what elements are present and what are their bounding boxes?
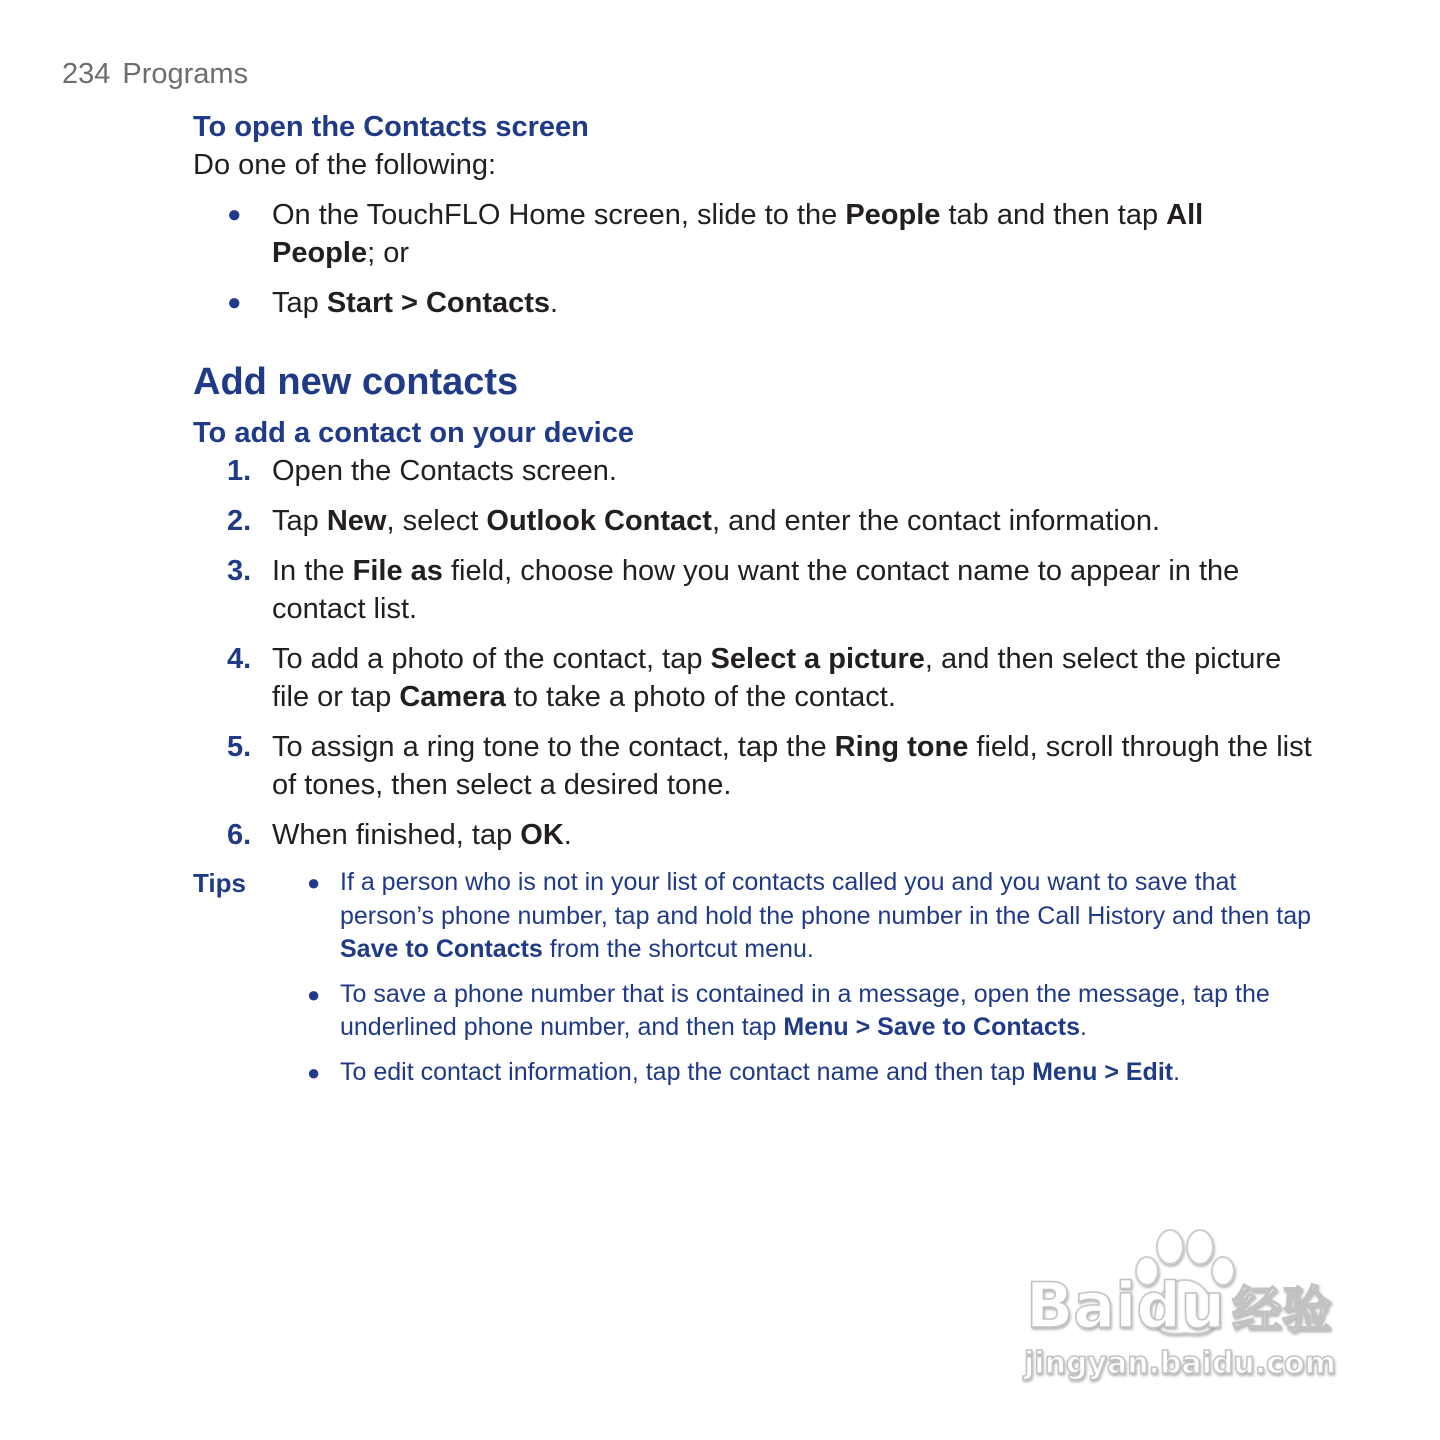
step-item: 2. Tap New, select Outlook Contact, and enter the contact information. — [193, 502, 1313, 540]
add-contact-heading: To add a contact on your device — [193, 417, 634, 449]
step-item: 4. To add a photo of the contact, tap Select a picture, and then select the picture file or tap Camera to take a photo of the contact. — [193, 640, 1313, 716]
step-item: 3. In the File as field, choose how you want the contact name to appear in the contact list. — [193, 552, 1313, 628]
step-number: 5. — [227, 731, 252, 763]
list-item: ● Tap Start > Contacts. — [193, 284, 1313, 322]
baidu-watermark-logo — [1020, 1225, 1360, 1390]
tips-list — [193, 866, 1313, 1089]
open-contacts-options — [193, 196, 1313, 322]
step-item: 5. To assign a ring tone to the contact, tap the Ring tone field, scroll through the list of tones, then select a desired tone. — [193, 728, 1313, 804]
watermark-brand: Baidu — [1026, 1269, 1225, 1342]
step-number: 6. — [227, 819, 252, 851]
page-header — [62, 58, 248, 91]
section-title: Add new contacts — [193, 361, 519, 403]
bullet-icon: ● — [307, 981, 321, 1007]
bullet-icon: ● — [307, 1059, 321, 1085]
bullet-icon: ● — [227, 289, 242, 316]
tip-item: ● To edit contact information, tap the contact name and then tap Menu > Edit. — [340, 1056, 1313, 1090]
page-content — [193, 108, 1313, 1100]
watermark-url: jingyan.baidu.com — [1024, 1346, 1336, 1381]
bullet-icon: ● — [307, 870, 321, 895]
section-name: Programs — [122, 58, 249, 90]
step-number: 4. — [227, 643, 252, 675]
step-item: 1. Open the Contacts screen. — [193, 452, 1313, 490]
open-contacts-heading: To open the Contacts screen — [193, 111, 589, 143]
bullet-icon: ● — [227, 201, 242, 228]
step-item: 6. When finished, tap OK. — [193, 816, 1313, 854]
tip-item: ● To save a phone number that is contained in a message, open the message, tap the underlined phone number, and then tap Menu > Save to Contacts. — [307, 979, 1270, 1041]
step-number: 3. — [227, 555, 252, 587]
list-item: ● On the TouchFLO Home screen, slide to the People tab and then tap All People; or — [193, 196, 1313, 272]
watermark-suffix: 经验 — [1232, 1281, 1332, 1339]
tips-block — [193, 866, 1313, 1089]
page-number: 234 — [62, 58, 111, 90]
step-number: 2. — [227, 505, 252, 537]
step-number: 1. — [227, 455, 252, 487]
add-contact-steps — [193, 452, 1313, 854]
open-contacts-intro: Do one of the following: — [193, 149, 497, 181]
tip-item: ● If a person who is not in your list of contacts called you and you want to save that person’s phone number, tap and hold the phone number in the Call History and then tap Save to Contacts from the shortcut menu. — [307, 868, 1312, 963]
tips-label: Tips — [193, 868, 246, 898]
